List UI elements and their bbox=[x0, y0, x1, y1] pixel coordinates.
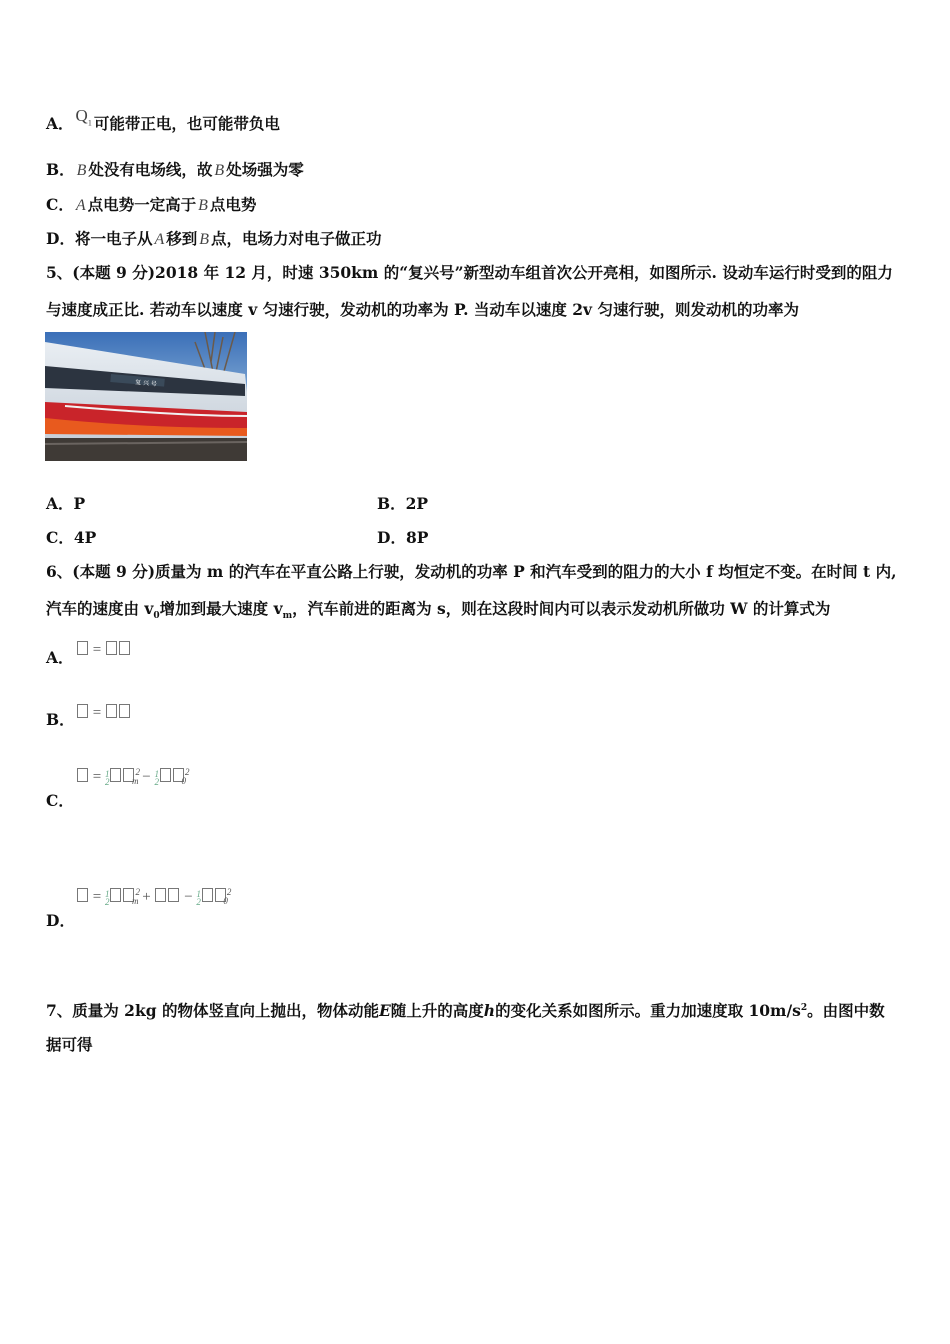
q7-stem-line1: 7、质量为 2kg 的物体竖直向上抛出，物体动能E随上升的高度h的变化关系如图所示。重力加速度取 $10m/s^2$。由图中数 bbox=[46, 1001, 885, 1021]
q6-option-b-formula: = bbox=[76, 704, 131, 722]
q5-option-b: B．2P bbox=[377, 494, 429, 513]
q6-option-c-formula: = 1 2 $^2_m$ − 1 2 $^2_0$ bbox=[76, 768, 186, 786]
q5-option-a: A．P bbox=[46, 494, 86, 513]
q5-stem-line2: 与速度成正比. 若动车以速度 v 匀速行驶，发动机的功率为 P. 当动车以速度 2v 匀速行驶，则发动机的功率为 bbox=[46, 300, 799, 319]
q4-option-c: C． A 点电势一定高于 B 点电势 bbox=[46, 195, 257, 214]
train-name-label: 复 兴 号 bbox=[134, 379, 158, 388]
q6-stem-line2: 汽车的速度由 $v_0$增加到最大速度 $v_m$，汽车前进的距离为 s，则在这段时间内可以表示发动机所做功 W 的计算式为 bbox=[46, 599, 831, 622]
q5-option-c: C．4P bbox=[46, 528, 97, 547]
q6-option-c-label: C． bbox=[46, 791, 74, 810]
q4-option-b: B． B 处没有电场线，故 B 处场强为零 bbox=[46, 160, 304, 179]
q6-option-b-label: B． bbox=[46, 710, 75, 729]
q4-option-d: D．将一电子从 A 移到 B 点，电场力对电子做正功 bbox=[46, 229, 382, 248]
train-photo bbox=[45, 332, 247, 461]
q6-option-a-formula: = bbox=[76, 641, 131, 659]
q6-option-a-label: A． bbox=[46, 648, 74, 667]
q1-symbol: $Q_1$ bbox=[75, 106, 92, 128]
q5-option-d: D．8P bbox=[377, 528, 429, 547]
q4-option-a: A． $Q_1$ 可能带正电，也可能带负电 bbox=[46, 106, 280, 133]
q5-stem-line1: 5、(本题 9 分)2018 年 12 月，时速 350km 的“复兴号”新型动车组首次公开亮相，如图所示. 设动车运行时受到的阻力 bbox=[46, 263, 893, 282]
q6-option-d-label: D． bbox=[46, 911, 75, 930]
q6-stem-line1: 6、(本题 9 分)质量为 m 的汽车在平直公路上行驶，发动机的功率 P 和汽车受到的阻力的大小 f 均恒定不变。在时间 t 内, bbox=[46, 562, 897, 581]
q6-option-d-formula: = 1 2 $^2_m$ + − 1 2 $^2_0$ bbox=[76, 888, 228, 906]
q7-stem-line2: 据可得 bbox=[46, 1035, 93, 1054]
train-illustration bbox=[45, 332, 247, 461]
